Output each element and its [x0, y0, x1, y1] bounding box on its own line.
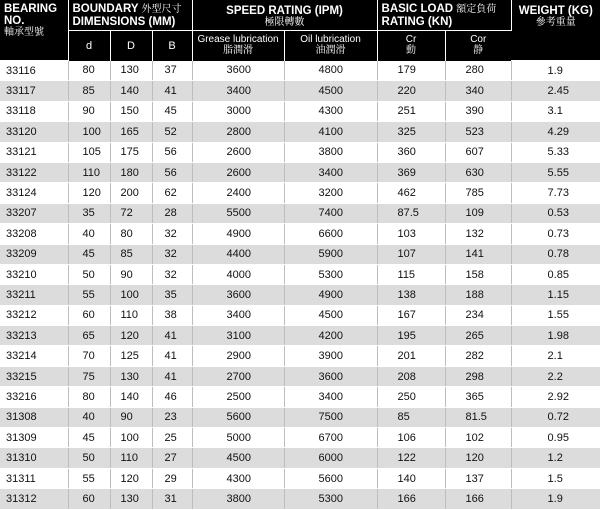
cor-load-cell: 188: [445, 285, 511, 305]
D-value-cell: 180: [110, 162, 152, 182]
weight-cell: 1.9: [511, 61, 600, 81]
oil-speed-cell: 3200: [284, 183, 377, 203]
table-row: [0, 387, 600, 407]
grease-speed-cell: 4400: [192, 244, 284, 264]
oil-speed-cell: 4200: [284, 326, 377, 346]
header-load-rating-label: RATING (KN): [381, 16, 453, 28]
table-row: [0, 305, 600, 325]
D-value-cell: 90: [110, 264, 152, 284]
cr-load-cell: 220: [377, 81, 445, 101]
bearing-no-cell: 33214: [0, 346, 68, 366]
B-value-cell: 41: [152, 326, 192, 346]
header-load-label: BASIC LOAD: [381, 3, 454, 15]
B-value-cell: 35: [152, 285, 192, 305]
bearing-no-cell: 31308: [0, 407, 68, 427]
cor-load-cell: 785: [445, 183, 511, 203]
oil-speed-cell: 3400: [284, 162, 377, 182]
table-body: [0, 61, 600, 510]
cor-load-cell: 109: [445, 203, 511, 223]
B-value-cell: 52: [152, 122, 192, 142]
cor-load-cell: 630: [445, 162, 511, 182]
D-value-cell: 110: [110, 448, 152, 468]
header-grease: [192, 30, 284, 61]
weight-cell: 1.15: [511, 285, 600, 305]
header-boundary: [68, 0, 192, 30]
d-value-cell: 80: [68, 61, 110, 81]
weight-cell: 0.72: [511, 407, 600, 427]
d-value-cell: 65: [68, 326, 110, 346]
grease-speed-cell: 2800: [192, 122, 284, 142]
cor-load-cell: 340: [445, 81, 511, 101]
bearing-no-cell: 31310: [0, 448, 68, 468]
header-grease-cn: 脂潤滑: [223, 44, 254, 56]
d-value-cell: 40: [68, 224, 110, 244]
D-value-cell: 130: [110, 61, 152, 81]
d-value-cell: 60: [68, 489, 110, 509]
bearing-no-cell: 33118: [0, 101, 68, 121]
oil-speed-cell: 7400: [284, 203, 377, 223]
B-value-cell: 46: [152, 387, 192, 407]
D-value-cell: 150: [110, 101, 152, 121]
d-value-cell: 50: [68, 448, 110, 468]
table-row: [0, 142, 600, 162]
weight-cell: 1.55: [511, 305, 600, 325]
d-value-cell: 50: [68, 264, 110, 284]
header-weight: [511, 0, 600, 61]
bearing-no-cell: 33121: [0, 142, 68, 162]
d-value-cell: 45: [68, 428, 110, 448]
cr-load-cell: 201: [377, 346, 445, 366]
header-d: d: [68, 30, 110, 61]
oil-speed-cell: 5300: [284, 489, 377, 509]
table-row: [0, 61, 600, 81]
cor-load-cell: 298: [445, 366, 511, 386]
header-dimensions-label: DIMENSIONS (MM): [72, 16, 176, 28]
table-row: [0, 346, 600, 366]
cor-load-cell: 81.5: [445, 407, 511, 427]
D-value-cell: 72: [110, 203, 152, 223]
cor-load-cell: 265: [445, 326, 511, 346]
header-cor-label: Cor: [470, 33, 487, 45]
table-row: [0, 489, 600, 509]
B-value-cell: 41: [152, 81, 192, 101]
header-load: [377, 0, 511, 30]
weight-cell: 2.92: [511, 387, 600, 407]
cor-load-cell: 132: [445, 224, 511, 244]
weight-cell: 4.29: [511, 122, 600, 142]
cr-load-cell: 87.5: [377, 203, 445, 223]
D-value-cell: 130: [110, 489, 152, 509]
oil-speed-cell: 4500: [284, 81, 377, 101]
B-value-cell: 41: [152, 366, 192, 386]
weight-cell: 5.33: [511, 142, 600, 162]
grease-speed-cell: 4500: [192, 448, 284, 468]
weight-cell: 1.5: [511, 468, 600, 488]
bearing-no-cell: 33215: [0, 366, 68, 386]
header-oil-cn: 油潤滑: [315, 44, 346, 56]
D-value-cell: 125: [110, 346, 152, 366]
bearing-no-cell: 33116: [0, 61, 68, 81]
grease-speed-cell: 2500: [192, 387, 284, 407]
header-bearing: [0, 0, 68, 61]
oil-speed-cell: 5300: [284, 264, 377, 284]
cor-load-cell: 120: [445, 448, 511, 468]
grease-speed-cell: 5600: [192, 407, 284, 427]
oil-speed-cell: 6000: [284, 448, 377, 468]
header-cr-label: Cr: [405, 33, 417, 45]
cr-load-cell: 360: [377, 142, 445, 162]
grease-speed-cell: 5000: [192, 428, 284, 448]
d-value-cell: 100: [68, 122, 110, 142]
oil-speed-cell: 3600: [284, 366, 377, 386]
grease-speed-cell: 3100: [192, 326, 284, 346]
oil-speed-cell: 4800: [284, 61, 377, 81]
D-value-cell: 80: [110, 224, 152, 244]
bearing-no-cell: 33211: [0, 285, 68, 305]
grease-speed-cell: 2600: [192, 162, 284, 182]
header-grease-label: Grease lubrication: [197, 33, 279, 45]
d-value-cell: 120: [68, 183, 110, 203]
table-row: [0, 448, 600, 468]
header-cr-cn: 動: [406, 44, 417, 56]
d-value-cell: 55: [68, 285, 110, 305]
grease-speed-cell: 3400: [192, 81, 284, 101]
weight-cell: 1.9: [511, 489, 600, 509]
header-weight-label: WEIGHT (KG): [518, 5, 593, 17]
table-header: [0, 0, 600, 61]
cr-load-cell: 462: [377, 183, 445, 203]
d-value-cell: 110: [68, 162, 110, 182]
table-row: [0, 264, 600, 284]
d-value-cell: 60: [68, 305, 110, 325]
table-row: [0, 285, 600, 305]
cr-load-cell: 250: [377, 387, 445, 407]
cor-load-cell: 282: [445, 346, 511, 366]
oil-speed-cell: 3800: [284, 142, 377, 162]
B-value-cell: 32: [152, 244, 192, 264]
weight-cell: 0.73: [511, 224, 600, 244]
cr-load-cell: 195: [377, 326, 445, 346]
weight-cell: 3.1: [511, 101, 600, 121]
grease-speed-cell: 4300: [192, 468, 284, 488]
weight-cell: 1.98: [511, 326, 600, 346]
cor-load-cell: 141: [445, 244, 511, 264]
D-value-cell: 85: [110, 244, 152, 264]
B-value-cell: 37: [152, 61, 192, 81]
D-value-cell: 120: [110, 326, 152, 346]
D-value-cell: 130: [110, 366, 152, 386]
d-value-cell: 40: [68, 407, 110, 427]
bearing-no-cell: 33124: [0, 183, 68, 203]
table-row: [0, 407, 600, 427]
header-boundary-label: BOUNDARY: [72, 3, 139, 15]
oil-speed-cell: 4100: [284, 122, 377, 142]
grease-speed-cell: 3600: [192, 285, 284, 305]
cr-load-cell: 166: [377, 489, 445, 509]
table-row: [0, 81, 600, 101]
cr-load-cell: 122: [377, 448, 445, 468]
grease-speed-cell: 3600: [192, 61, 284, 81]
cr-load-cell: 107: [377, 244, 445, 264]
weight-cell: 0.85: [511, 264, 600, 284]
D-value-cell: 175: [110, 142, 152, 162]
d-value-cell: 80: [68, 387, 110, 407]
table-row: [0, 428, 600, 448]
D-value-cell: 140: [110, 387, 152, 407]
cr-load-cell: 106: [377, 428, 445, 448]
B-value-cell: 62: [152, 183, 192, 203]
table-row: [0, 101, 600, 121]
oil-speed-cell: 4300: [284, 101, 377, 121]
B-value-cell: 27: [152, 448, 192, 468]
header-weight-cn: 參考重量: [535, 17, 576, 28]
cor-load-cell: 523: [445, 122, 511, 142]
cr-load-cell: 140: [377, 468, 445, 488]
bearing-no-cell: 31312: [0, 489, 68, 509]
grease-speed-cell: 3400: [192, 305, 284, 325]
header-speed-label: SPEED RATING (IPM): [226, 5, 343, 17]
weight-cell: 2.2: [511, 366, 600, 386]
table-row: [0, 366, 600, 386]
cr-load-cell: 369: [377, 162, 445, 182]
weight-cell: 5.55: [511, 162, 600, 182]
cor-load-cell: 102: [445, 428, 511, 448]
header-B: B: [152, 30, 192, 61]
D-value-cell: 165: [110, 122, 152, 142]
table-row: [0, 122, 600, 142]
weight-cell: 0.78: [511, 244, 600, 264]
B-value-cell: 28: [152, 203, 192, 223]
D-value-cell: 90: [110, 407, 152, 427]
table-row: [0, 326, 600, 346]
cr-load-cell: 167: [377, 305, 445, 325]
d-value-cell: 45: [68, 244, 110, 264]
bearing-no-cell: 33209: [0, 244, 68, 264]
cor-load-cell: 137: [445, 468, 511, 488]
cor-load-cell: 166: [445, 489, 511, 509]
d-value-cell: 55: [68, 468, 110, 488]
D-value-cell: 110: [110, 305, 152, 325]
bearing-no-cell: 33208: [0, 224, 68, 244]
d-value-cell: 75: [68, 366, 110, 386]
grease-speed-cell: 2400: [192, 183, 284, 203]
d-value-cell: 90: [68, 101, 110, 121]
B-value-cell: 32: [152, 264, 192, 284]
header-speed: [192, 0, 377, 30]
D-value-cell: 100: [110, 428, 152, 448]
cr-load-cell: 115: [377, 264, 445, 284]
grease-speed-cell: 3000: [192, 101, 284, 121]
oil-speed-cell: 3400: [284, 387, 377, 407]
oil-speed-cell: 6600: [284, 224, 377, 244]
cr-load-cell: 251: [377, 101, 445, 121]
cor-load-cell: 158: [445, 264, 511, 284]
table-row: [0, 183, 600, 203]
header-bearing-cn: 軸承型號: [4, 27, 44, 38]
cor-load-cell: 390: [445, 101, 511, 121]
grease-speed-cell: 3800: [192, 489, 284, 509]
bearing-no-cell: 31309: [0, 428, 68, 448]
bearing-no-cell: 33212: [0, 305, 68, 325]
grease-speed-cell: 5500: [192, 203, 284, 223]
header-boundary-cn: 外型尺寸: [141, 4, 182, 15]
grease-speed-cell: 4900: [192, 224, 284, 244]
B-value-cell: 45: [152, 101, 192, 121]
cor-load-cell: 280: [445, 61, 511, 81]
grease-speed-cell: 4000: [192, 264, 284, 284]
oil-speed-cell: 5900: [284, 244, 377, 264]
oil-speed-cell: 5600: [284, 468, 377, 488]
oil-speed-cell: 6700: [284, 428, 377, 448]
header-oil-label: Oil lubrication: [300, 33, 361, 45]
B-value-cell: 41: [152, 346, 192, 366]
bearing-no-cell: 33207: [0, 203, 68, 223]
grease-speed-cell: 2700: [192, 366, 284, 386]
B-value-cell: 31: [152, 489, 192, 509]
cr-load-cell: 208: [377, 366, 445, 386]
B-value-cell: 23: [152, 407, 192, 427]
header-cr: [377, 30, 445, 61]
cr-load-cell: 85: [377, 407, 445, 427]
B-value-cell: 32: [152, 224, 192, 244]
oil-speed-cell: 4500: [284, 305, 377, 325]
B-value-cell: 29: [152, 468, 192, 488]
B-value-cell: 25: [152, 428, 192, 448]
weight-cell: 7.73: [511, 183, 600, 203]
D-value-cell: 140: [110, 81, 152, 101]
oil-speed-cell: 3900: [284, 346, 377, 366]
bearing-no-cell: 33210: [0, 264, 68, 284]
weight-cell: 2.45: [511, 81, 600, 101]
oil-speed-cell: 4900: [284, 285, 377, 305]
grease-speed-cell: 2900: [192, 346, 284, 366]
table-row: [0, 468, 600, 488]
cr-load-cell: 103: [377, 224, 445, 244]
table-row: [0, 203, 600, 223]
weight-cell: 1.2: [511, 448, 600, 468]
d-value-cell: 70: [68, 346, 110, 366]
cor-load-cell: 234: [445, 305, 511, 325]
grease-speed-cell: 2600: [192, 142, 284, 162]
weight-cell: 0.95: [511, 428, 600, 448]
header-oil: [284, 30, 377, 61]
B-value-cell: 56: [152, 162, 192, 182]
table-row: [0, 244, 600, 264]
table-row: [0, 162, 600, 182]
bearing-no-cell: 33213: [0, 326, 68, 346]
bearing-no-cell: 33122: [0, 162, 68, 182]
cr-load-cell: 179: [377, 61, 445, 81]
bearing-no-cell: 33120: [0, 122, 68, 142]
header-D: D: [110, 30, 152, 61]
B-value-cell: 38: [152, 305, 192, 325]
bearing-no-cell: 31311: [0, 468, 68, 488]
header-bearing-label: BEARING NO.: [4, 3, 58, 27]
cor-load-cell: 607: [445, 142, 511, 162]
d-value-cell: 105: [68, 142, 110, 162]
header-cor: [445, 30, 511, 61]
header-cor-cn: 静: [473, 44, 484, 56]
cor-load-cell: 365: [445, 387, 511, 407]
D-value-cell: 100: [110, 285, 152, 305]
B-value-cell: 56: [152, 142, 192, 162]
cr-load-cell: 325: [377, 122, 445, 142]
D-value-cell: 200: [110, 183, 152, 203]
d-value-cell: 85: [68, 81, 110, 101]
header-speed-cn: 極限轉數: [264, 17, 305, 28]
header-load-cn: 額定負荷: [456, 4, 497, 15]
oil-speed-cell: 7500: [284, 407, 377, 427]
bearing-no-cell: 33216: [0, 387, 68, 407]
weight-cell: 2.1: [511, 346, 600, 366]
bearing-no-cell: 33117: [0, 81, 68, 101]
cr-load-cell: 138: [377, 285, 445, 305]
d-value-cell: 35: [68, 203, 110, 223]
D-value-cell: 120: [110, 468, 152, 488]
weight-cell: 0.53: [511, 203, 600, 223]
table-row: [0, 224, 600, 244]
